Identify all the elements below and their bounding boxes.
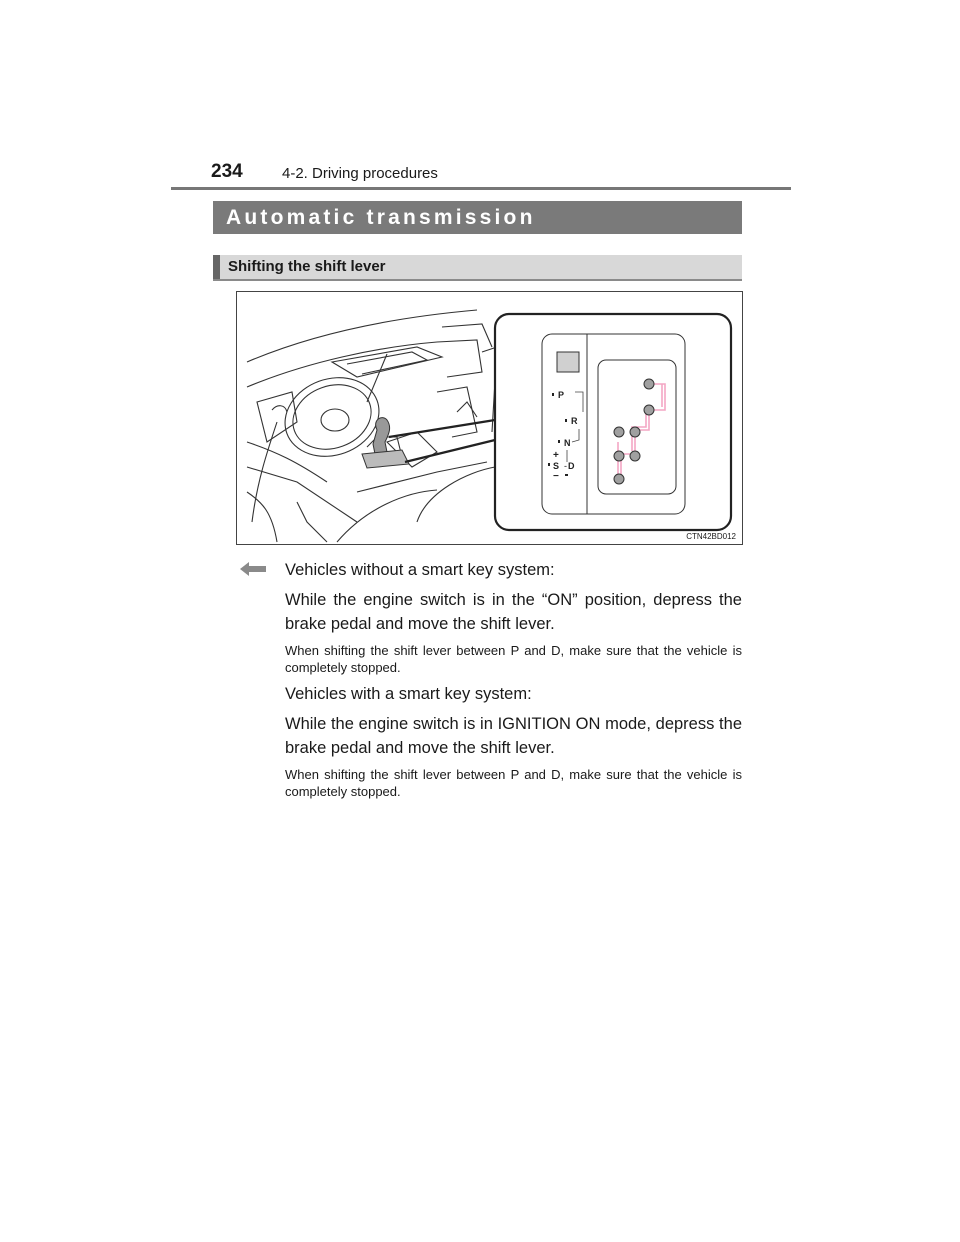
with-smart-key-instruction: While the engine switch is in IGNITION ON mode, depress the brake pedal and move the shift lever. (285, 715, 742, 757)
shift-lever-illustration (236, 291, 743, 545)
section-breadcrumb: 4-2. Driving procedures (282, 165, 438, 182)
gate-label-s: S (553, 461, 560, 471)
figure-code: CTN42BD012 (686, 532, 736, 541)
arrow-left-icon (240, 562, 266, 576)
illustration-svg (237, 292, 742, 544)
callout-line-top (389, 420, 495, 437)
subtitle-accent (213, 255, 220, 279)
minus-label: − (553, 471, 559, 482)
plus-label: + (553, 450, 559, 461)
gear-knob-drawing (362, 418, 409, 468)
zoom-frame (495, 314, 731, 530)
page-title: Automatic transmission (213, 201, 742, 234)
svg-text:-: - (564, 461, 567, 471)
header-rule (171, 187, 791, 190)
with-smart-key-note: When shifting the shift lever between P and D, make sure that the vehicle is completely stopped. (285, 767, 742, 799)
body-text (285, 558, 742, 806)
gate-label-r: R (571, 416, 578, 426)
without-smart-key-instruction: While the engine switch is in the “ON” position, depress the brake pedal and move the shift lever. (285, 591, 742, 633)
without-smart-key-note: When shifting the shift lever between P and D, make sure that the vehicle is completely stopped. (285, 643, 742, 675)
with-smart-key-heading: Vehicles with a smart key system: (285, 685, 532, 703)
page-number: 234 (211, 161, 243, 182)
subtitle-bar (213, 255, 742, 281)
callout-line-bottom (405, 440, 495, 462)
gate-label-n: N (564, 438, 571, 448)
subtitle: Shifting the shift lever (228, 258, 386, 275)
indicator-window (557, 352, 579, 372)
without-smart-key-heading: Vehicles without a smart key system: (285, 561, 555, 579)
gate-label-p: P (558, 390, 565, 400)
gate-label-d: D (568, 461, 575, 471)
